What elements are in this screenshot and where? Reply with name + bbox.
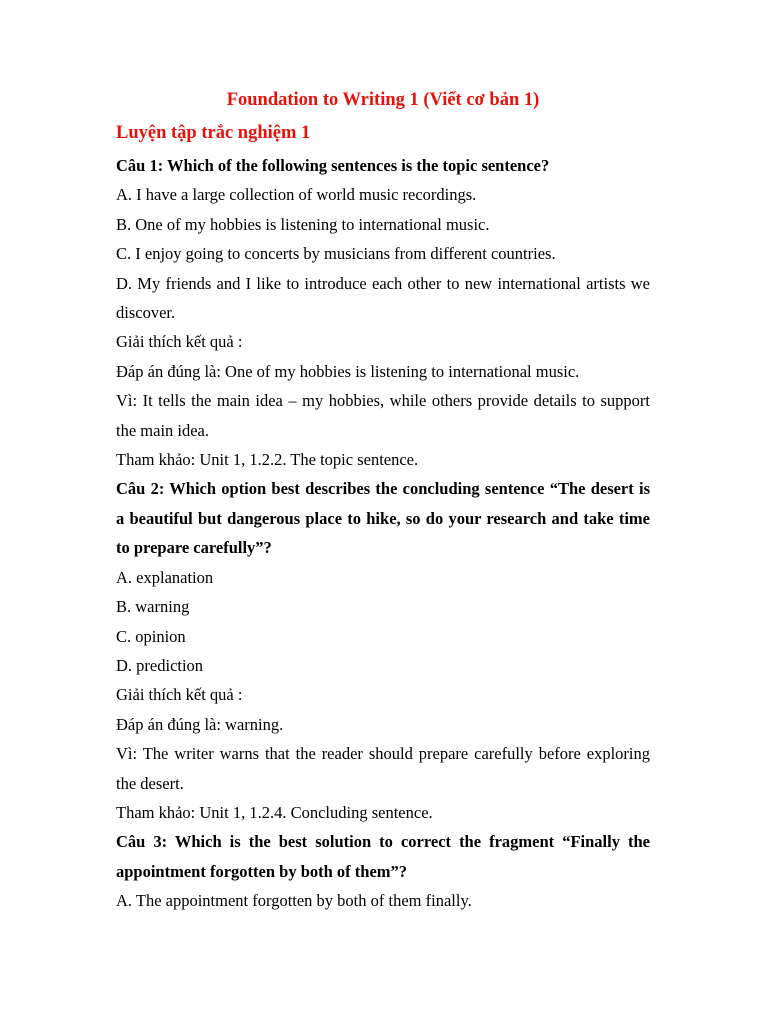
- question-2-answer: Đáp án đúng là: warning.: [116, 714, 284, 734]
- question-1: Câu 1: Which of the following sentences is the topic sentence?: [116, 156, 550, 175]
- question-2-option-a: A. explanation: [116, 567, 214, 587]
- question-1-reason: Vì: It tells the main idea – my hobbies, while others provide details to support the main idea.: [116, 391, 650, 440]
- question-1-option-c: C. I enjoy going to concerts by musicians from different countries.: [116, 244, 556, 264]
- question-3: Câu 3: Which is the best solution to correct the fragment “Finally the appointment forgotten by both of them”?: [116, 832, 650, 881]
- question-1-option-b: B. One of my hobbies is listening to international music.: [116, 214, 490, 234]
- question-2-explain-label: Giải thích kết quả :: [116, 685, 243, 705]
- question-2-reference: Tham khảo: Unit 1, 1.2.4. Concluding sentence.: [116, 802, 433, 822]
- question-3-option-a: A. The appointment forgotten by both of them finally.: [116, 891, 472, 911]
- question-2-option-b: B. warning: [116, 597, 190, 617]
- question-2-reason: Vì: The writer warns that the reader should prepare carefully before exploring the desert.: [116, 744, 650, 793]
- question-1-answer: Đáp án đúng là: One of my hobbies is listening to international music.: [116, 361, 580, 381]
- question-2-option-d: D. prediction: [116, 655, 204, 675]
- question-1-option-a: A. I have a large collection of world music recordings.: [116, 185, 477, 205]
- question-1-option-d: D. My friends and I like to introduce each other to new international artists we discover.: [116, 273, 650, 323]
- question-1-reference: Tham khảo: Unit 1, 1.2.2. The topic sentence.: [116, 450, 419, 470]
- question-1-explain-label: Giải thích kết quả :: [116, 332, 243, 352]
- document-title: Foundation to Writing 1 (Viết cơ bản 1): [226, 90, 540, 110]
- section-title: Luyện tập trắc nghiệm 1: [116, 123, 311, 143]
- question-2-option-c: C. opinion: [116, 626, 186, 646]
- document-page: [116, 84, 650, 916]
- question-2: Câu 2: Which option best describes the concluding sentence “The desert is a beautiful but dangerous place to hike, so do your research and take time to prepare carefully”?: [116, 479, 650, 558]
